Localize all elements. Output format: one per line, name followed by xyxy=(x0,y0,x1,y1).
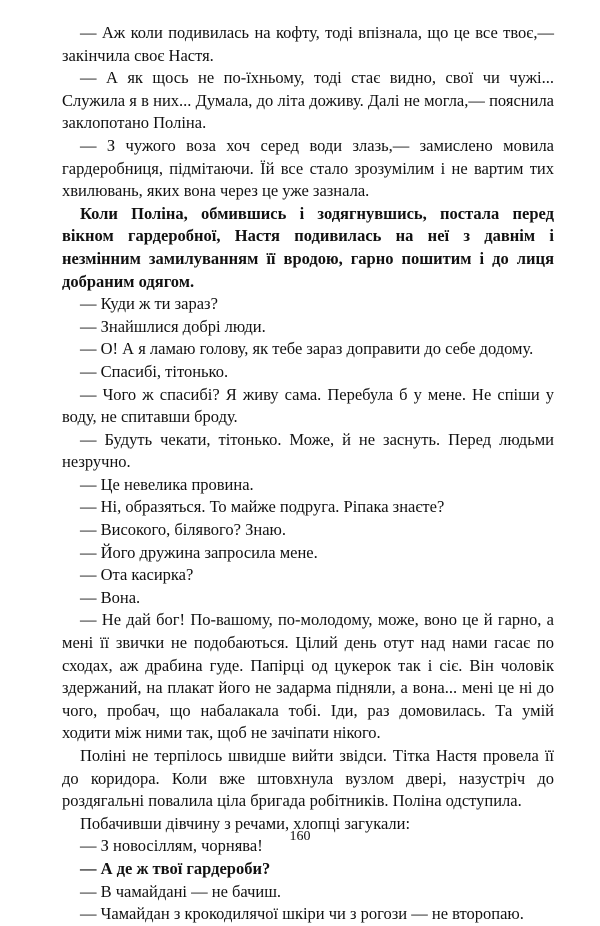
paragraph: Коли Поліна, обмившись і зодягнувшись, постала перед вікном гардеробної, Настя подивилась на неї з давнім і незмінним замилуванням її вродою, гарно пошитим і до лиця добраним одягом. xyxy=(62,203,554,291)
paragraph: Побачивши дівчину з речами, хлопці загукали: xyxy=(80,813,411,833)
paragraph: Поліні не терпілось швидше вийти звідси. Тітка Настя провела її до коридора. Коли вже штовхнула вузлом двері, назустріч до роздягальні повалила ціла бригада робітників. Поліна одступила. xyxy=(62,746,554,811)
paragraph: — О! А я ламаю голову, як тебе зараз доправити до себе додому. xyxy=(80,339,534,359)
paragraph: — Не дай бог! По-вашому, по-молодому, може, воно це й гарно, а мені її звички не подобаються. Цілий день отут над нами гасає по сходах, аж драбина гуде. Папірці од цукерок так і сіє. Він чоловік здержаний, на плакат його не задарма підняли, а вона... мені це ні до чого, пробач, що набалакала тобі. Іди, раз домовилась. Та умій ходити між ними так, щоб не зачіпати нікого. xyxy=(62,610,554,743)
paragraph: — Ні, образяться. То майже подруга. Ріпака знаєте? xyxy=(80,497,445,517)
paragraph: — Чамайдан з крокодилячої шкіри чи з рогози — не второпаю. xyxy=(80,904,524,924)
paragraph: — Його дружина запросила мене. xyxy=(80,542,318,562)
page-number: 160 xyxy=(289,829,311,844)
paragraph: — А де ж твої гардероби? xyxy=(80,858,271,878)
paragraph: — З чужого воза хоч серед води злазь,— замислено мовила гардеробниця, підмітаючи. Їй все стало зрозумілим і не вартим тих хвилювань, яких вона через це уже зазнала. xyxy=(62,135,554,201)
paragraph: — Аж коли подивилась на кофту, тоді впізнала, що це все твоє,— закінчила своє Настя. xyxy=(62,23,554,65)
paragraph: — Високого, білявого? Знаю. xyxy=(80,520,286,540)
paragraph: — Чого ж спасибі? Я живу сама. Перебула б у мене. Не спіши у воду, не спитавши броду. xyxy=(62,384,554,427)
paragraph: — Це невелика провина. xyxy=(80,474,254,494)
paragraph: — Знайшлися добрі люди. xyxy=(80,316,266,336)
paragraph: — А як щось не по-їхньому, тоді стає видно, свої чи чужі... Служила я в них... Думала, до літа доживу. Далі не могла,— пояснила заклопотано Поліна. xyxy=(62,68,554,133)
paragraph: — Спасибі, тітонько. xyxy=(80,361,229,381)
paragraph: — Вона. xyxy=(80,587,141,607)
paragraph: — З новосіллям, чорнява! xyxy=(80,836,263,856)
paragraph: — В чамайдані — не бачиш. xyxy=(80,881,282,901)
paragraph: — Ота касирка? xyxy=(80,565,194,585)
paragraph: — Куди ж ти зараз? xyxy=(80,294,218,314)
paragraph: — Будуть чекати, тітонько. Може, й не заснуть. Перед людьми незручно. xyxy=(62,429,554,472)
page-text xyxy=(62,22,554,926)
